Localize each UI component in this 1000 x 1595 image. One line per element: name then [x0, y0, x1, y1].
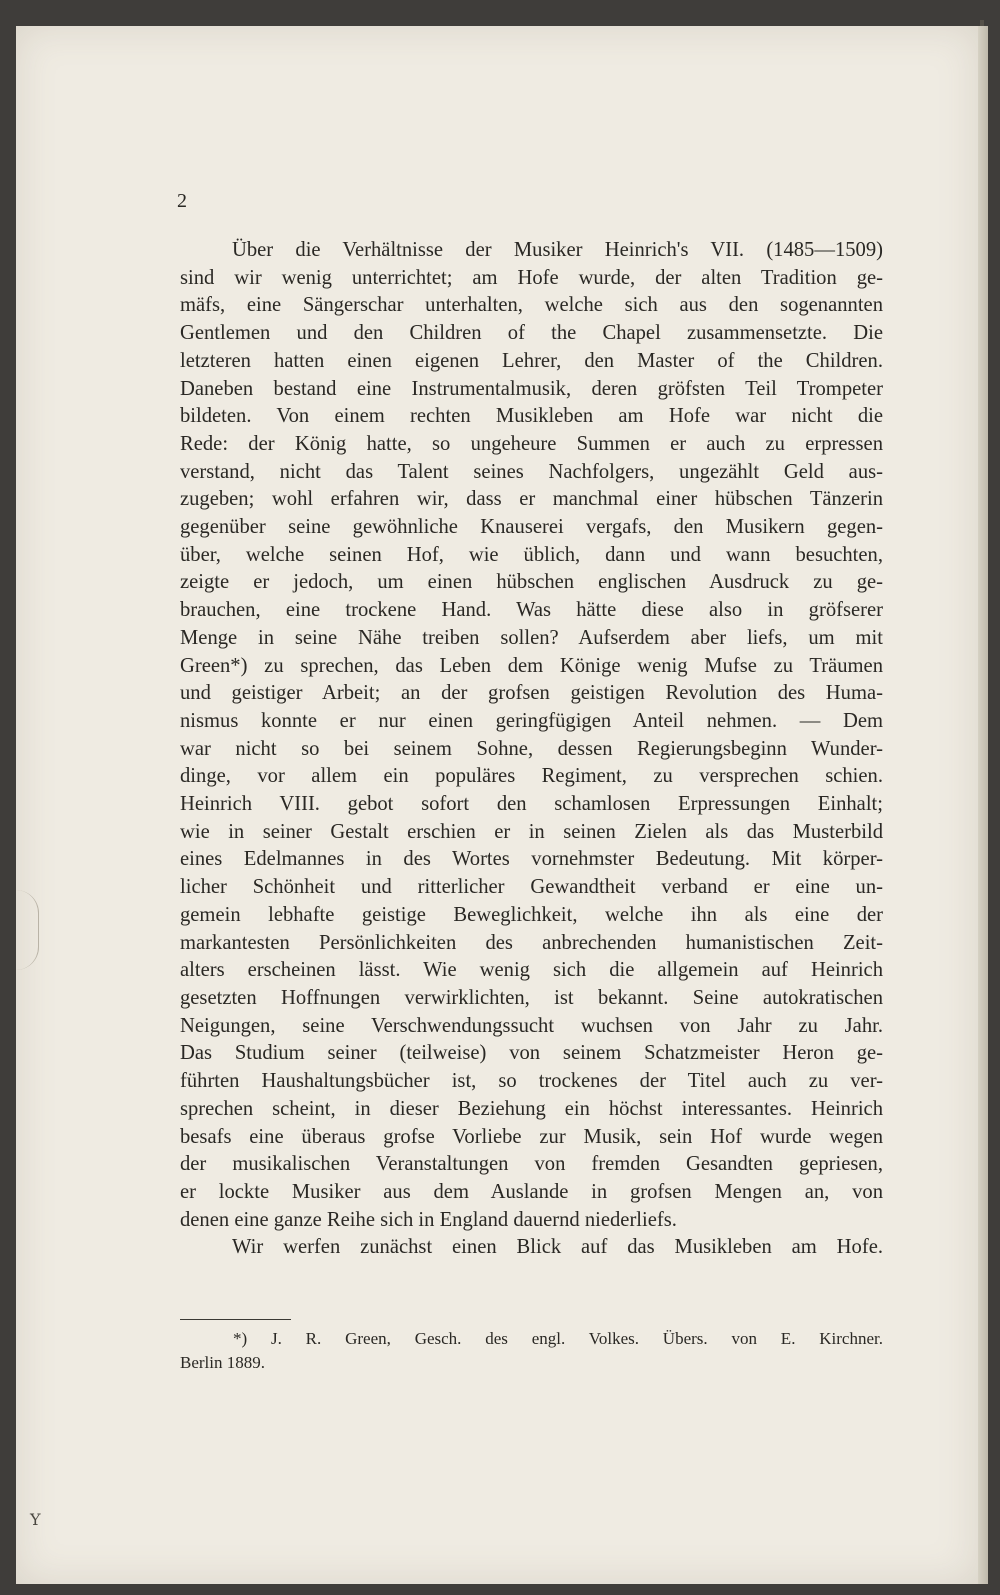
- text-line: Heinrich VIII. gebot sofort den schamlosen Erpressungen Einhalt;: [180, 793, 883, 816]
- text-line: über, welche seinen Hof, wie üblich, dann und wann besuchten,: [180, 543, 883, 566]
- text-line: er lockte Musiker aus dem Auslande in grofsen Mengen an, von: [180, 1180, 883, 1203]
- corner-mark: Y: [30, 1510, 41, 1529]
- page-curl-mark: [16, 890, 39, 970]
- text-line: der musikalischen Veranstaltungen von fremden Gesandten gepriesen,: [180, 1153, 883, 1176]
- text-line: verstand, nicht das Talent seines Nachfolgers, ungezählt Geld aus-: [180, 460, 883, 483]
- text-line: markantesten Persönlichkeiten des anbrechenden humanistischen Zeit-: [180, 931, 883, 954]
- footnote-divider: [180, 1319, 291, 1320]
- text-line: licher Schönheit und ritterlicher Gewandtheit verband er eine un-: [180, 876, 883, 899]
- page-number: 2: [177, 190, 187, 212]
- text-line: mäfs, eine Sängerschar unterhalten, welche sich aus den sogenannten: [180, 294, 883, 317]
- text-line: wie in seiner Gestalt erschien er in seinen Zielen als das Musterbild: [180, 820, 883, 843]
- text-line: führten Haushaltungsbücher ist, so trockenes der Titel auch zu ver-: [180, 1070, 883, 1093]
- text-line: zeigte er jedoch, um einen hübschen englischen Ausdruck zu ge-: [180, 571, 883, 594]
- page-edge: [978, 26, 988, 1584]
- text-line: Neigungen, seine Verschwendungssucht wuchsen von Jahr zu Jahr.: [180, 1014, 883, 1037]
- footnote-line: Berlin 1889.: [180, 1353, 265, 1372]
- text-line: Rede: der König hatte, so ungeheure Summen er auch zu erpressen: [180, 432, 883, 455]
- text-line: zugeben; wohl erfahren wir, dass er manchmal einer hübschen Tänzerin: [180, 488, 883, 511]
- text-line: Menge in seine Nähe treiben sollen? Aufserdem aber liefs, um mit: [180, 626, 883, 649]
- text-line: sind wir wenig unterrichtet; am Hofe wurde, der alten Tradition ge-: [180, 266, 883, 289]
- text-line: nismus konnte er nur einen geringfügigen Anteil nehmen. — Dem: [180, 709, 883, 732]
- text-line: dinge, vor allem ein populäres Regiment, zu versprechen schien.: [180, 765, 883, 788]
- text-line: gemein lebhafte geistige Beweglichkeit, welche ihn als eine der: [180, 903, 883, 926]
- text-line: Daneben bestand eine Instrumentalmusik, deren gröfsten Teil Trompeter: [180, 377, 883, 400]
- text-line: Das Studium seiner (teilweise) von seinem Schatzmeister Heron ge-: [180, 1042, 883, 1065]
- footnote-line: *) J. R. Green, Gesch. des engl. Volkes. Übers. von E. Kirchner.: [233, 1329, 883, 1348]
- text-line: alters erscheinen lässt. Wie wenig sich die allgemein auf Heinrich: [180, 959, 883, 982]
- text-line: Wir werfen zunächst einen Blick auf das Musikleben am Hofe.: [232, 1236, 883, 1259]
- text-line: sprechen scheint, in dieser Beziehung ein höchst interessantes. Heinrich: [180, 1097, 883, 1120]
- text-line: gegenüber seine gewöhnliche Knauserei vergafs, den Musikern gegen-: [180, 516, 883, 539]
- text-line: denen eine ganze Reihe sich in England dauernd niederliefs.: [180, 1208, 677, 1231]
- text-line: brauchen, eine trockene Hand. Was hätte diese also in gröfserer: [180, 599, 883, 622]
- text-line: gesetzten Hoffnungen verwirklichten, ist bekannt. Seine autokratischen: [180, 986, 883, 1009]
- text-line: war nicht so bei seinem Sohne, dessen Regierungsbeginn Wunder-: [180, 737, 883, 760]
- text-line: besafs eine überaus grofse Vorliebe zur Musik, sein Hof wurde wegen: [180, 1125, 883, 1148]
- text-line: und geistiger Arbeit; an der grofsen geistigen Revolution des Huma-: [180, 682, 883, 705]
- text-line: bildeten. Von einem rechten Musikleben am Hofe war nicht die: [180, 405, 883, 428]
- body-text: [180, 237, 883, 1262]
- text-line: letzteren hatten einen eigenen Lehrer, den Master of the Children.: [180, 349, 883, 372]
- text-line: Gentlemen und den Children of the Chapel zusammensetzte. Die: [180, 322, 883, 345]
- text-line: Green*) zu sprechen, das Leben dem Könige wenig Mufse zu Träumen: [180, 654, 883, 677]
- text-line: eines Edelmannes in des Wortes vornehmster Bedeutung. Mit körper-: [180, 848, 883, 871]
- text-line: Über die Verhältnisse der Musiker Heinrich's VII. (1485—1509): [232, 239, 883, 261]
- footnote: [180, 1327, 883, 1375]
